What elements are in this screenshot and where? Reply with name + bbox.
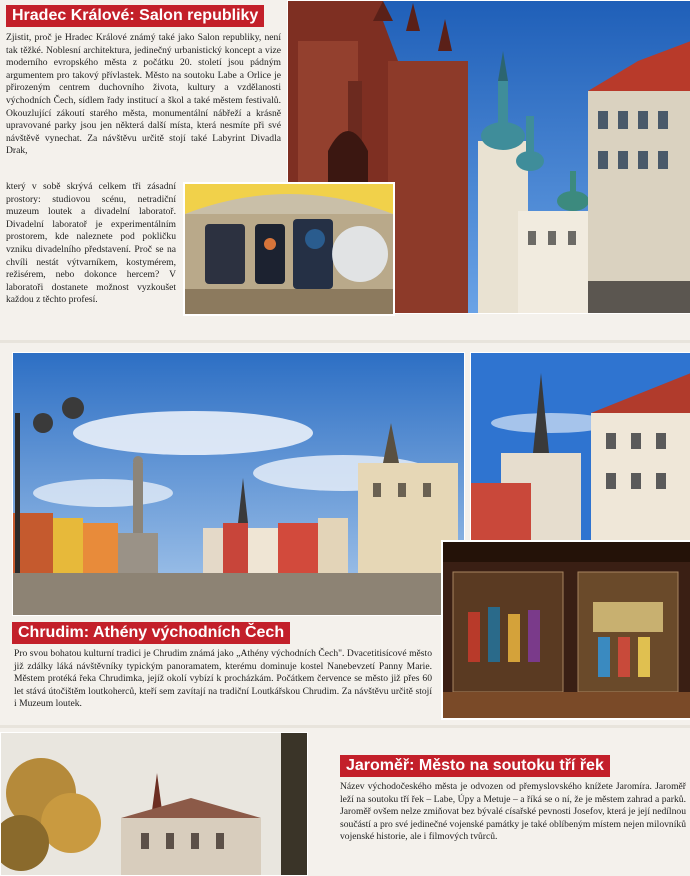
labyrint-museum-photo xyxy=(183,182,395,316)
chrudim-text: Pro svou bohatou kulturní tradici je Chrudim známá jako „Athény východních Čech". Dvacetitisícové město již zdálky láká návštěvníky typickým panoramatem, kterému dominuje kostel Nanebevzetí Panny Marie. Městem protéká řeka Chrudimka, jejíž okolí vybízí k procházkám. Počátkem července se město již přes 60 let stává útočištěm loutkoherců, kteří sem zavítají na tradiční Loutkářskou Chrudim. Za návštěvu určitě stojí i Muzeum loutek. xyxy=(14,648,432,710)
jaromer-text: Název východočeského města je odvozen od přemyslovského knížete Jaromíra. Jaroměř leží na soutoku tří řek – Labe, Úpy a Metuje – a říká se o ní, že je městem zahrad a parků. Jaroměř ovšem nelze zmiňovat bez bývalé císařské pevnosti Josefov, která je její nedílnou součástí a pro své jedinečné vojenské památky je také oblíbeným místem nejen milovníků vojenské historie, ale i filmových tvůrců. xyxy=(340,781,686,843)
puppet-museum-photo xyxy=(441,540,690,720)
jaromer-title: Jaroměř: Město na soutoku tří řek xyxy=(340,755,610,777)
chrudim-street-photo xyxy=(470,352,690,542)
hradec-text-1: Zjistit, proč je Hradec Králové známý také jako Salon republiky, není tak těžké. Noblesní architektura, jedinečný urbanistický koncept a vize moderního evropského města z počátku 20. století jsou pádným argumentem pro takový přívlastek. Město na soutoku Labe a Orlice je přirozeným centrem duchovního života, kultury a vzdělanosti východních Čech, sídlem řady institucí a škol a také městem festivalů. Okouzlující zákoutí starého města, monumentální nábřeží a krásně upravované parky jsou jen některá další místa, která nesmíte při své návštěvě vynechat. Za návštěvu určitě stojí také Labyrint Divadla Drak, xyxy=(6,32,281,157)
chrudim-title: Chrudim: Athény východních Čech xyxy=(12,622,290,644)
section-divider-2 xyxy=(0,725,690,728)
section-divider-1 xyxy=(0,340,690,343)
jaromer-church-photo xyxy=(0,732,308,876)
hradec-text-2: který v sobě skrývá celkem tři zásadní prostory: studiovou scénu, netradiční muzeum loutek a divadelní laboratoř. Divadelní laboratoř je experimentálním prostorem, kde naleznete pod pokličku vzniku divadelního představení. Proč se na chvíli nestát výtvarníkem, kostymérem, režisérem, nebo dokonce hercem? V laboratoři dostanete možnost vyzkoušet každou z těchto profesí. xyxy=(6,181,176,306)
chrudim-panorama-photo xyxy=(12,352,465,616)
hradec-title: Hradec Králové: Salon republiky xyxy=(6,5,264,27)
